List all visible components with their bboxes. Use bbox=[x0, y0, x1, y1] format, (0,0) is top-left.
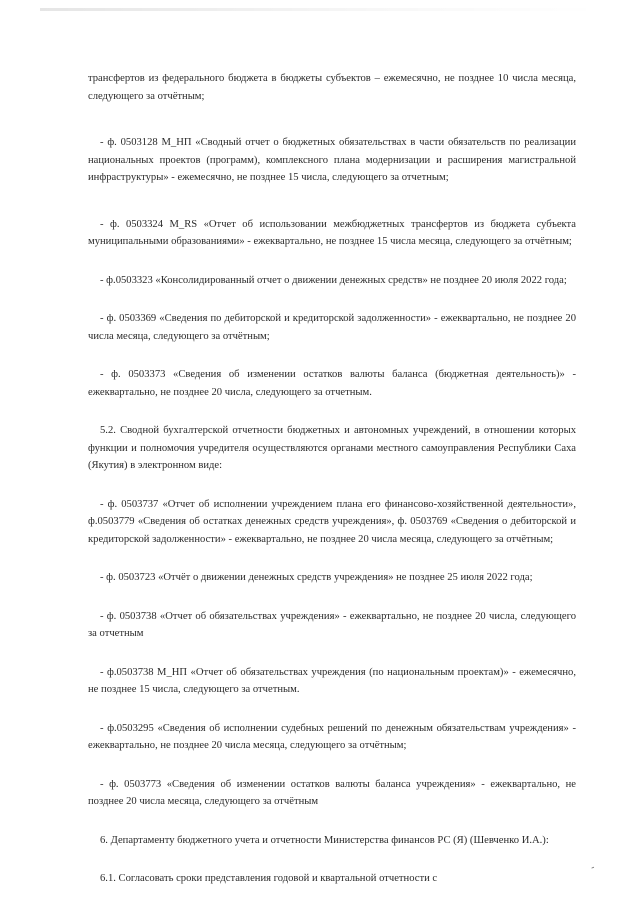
paragraph: - ф.0503323 «Консолидированный отчет о движении денежных средств» не позднее 20 июля 2022 года; bbox=[100, 274, 567, 286]
paragraph: - ф. 0503369 «Сведения по дебиторской и кредиторской задолженности» - ежеквартально, не позднее 20 числа месяца, следующего за отчётным; bbox=[88, 313, 576, 342]
paragraph: 6. Департаменту бюджетного учета и отчетности Министерства финансов РС (Я) (Шевченко И.А.): bbox=[100, 834, 549, 846]
paragraph: - ф. 0503723 «Отчёт о движении денежных средств учреждения» не позднее 25 июля 2022 года; bbox=[100, 572, 533, 583]
paragraph: 6.1. Согласовать сроки представления годовой и квартальной отчетности с bbox=[100, 873, 438, 884]
paragraph: трансфертов из федерального бюджета в бюджеты субъектов – ежемесячно, не позднее 10 числа месяца, следующего за отчётным; bbox=[88, 73, 576, 102]
document-body bbox=[88, 70, 576, 888]
scan-mark: - bbox=[588, 861, 597, 874]
paragraph: - ф. 0503738 «Отчет об обязательствах учреждения» - ежеквартально, не позднее 20 числа, следующего за отчетным bbox=[88, 610, 576, 639]
paragraph: - ф. 0503128 M_НП «Сводный отчет о бюджетных обязательствах в части обязательств по реализации национальных проектов (программ), комплексного плана модернизации и расширения магистральной инфраструктуры» - ежемесячно, не позднее 15 числа, следующего за отчетным; bbox=[88, 137, 576, 183]
paragraph: - ф. 0503373 «Сведения об изменении остатков валюты баланса (бюджетная деятельность)» - ежеквартально, не позднее 20 числа, следующего за отчетным. bbox=[88, 369, 576, 398]
paragraph: - ф.0503738 M_НП «Отчет об обязательствах учреждения (по национальным проектам)» - ежемесячно, не позднее 15 числа, следующего за отчетным. bbox=[88, 666, 576, 695]
paragraph: - ф.0503295 «Сведения об исполнении судебных решений по денежным обязательствам учреждения» - ежеквартально, не позднее 20 числа месяца, следующего за отчётным; bbox=[88, 722, 576, 751]
paragraph: - ф. 0503324 M_RS «Отчет об использовании межбюджетных трансфертов из бюджета субъекта муниципальными образованиями» - ежеквартально, не позднее 15 числа месяца, следующего за отчётным; bbox=[88, 218, 576, 247]
scan-edge-artifact bbox=[40, 8, 600, 11]
paragraph: - ф. 0503773 «Сведения об изменении остатков валюты баланса учреждения» - ежеквартально, не позднее 20 числа месяца, следующего за отчётным bbox=[88, 778, 576, 807]
paragraph: - ф. 0503737 «Отчет об исполнении учреждением плана его финансово-хозяйственной деятельности», ф.0503779 «Сведения об остатках денежных средств учреждения», ф. 0503769 «Сведения о дебиторской и кредиторской задолженности» - ежеквартально, не позднее 20 числа месяца, следующего за отчётным; bbox=[88, 498, 576, 545]
paragraph: 5.2. Сводной бухгалтерской отчетности бюджетных и автономных учреждений, в отношении которых функции и полномочия учредителя осуществляются органами местного самоуправления Республики Саха (Якутия) в электронном виде: bbox=[88, 425, 576, 471]
